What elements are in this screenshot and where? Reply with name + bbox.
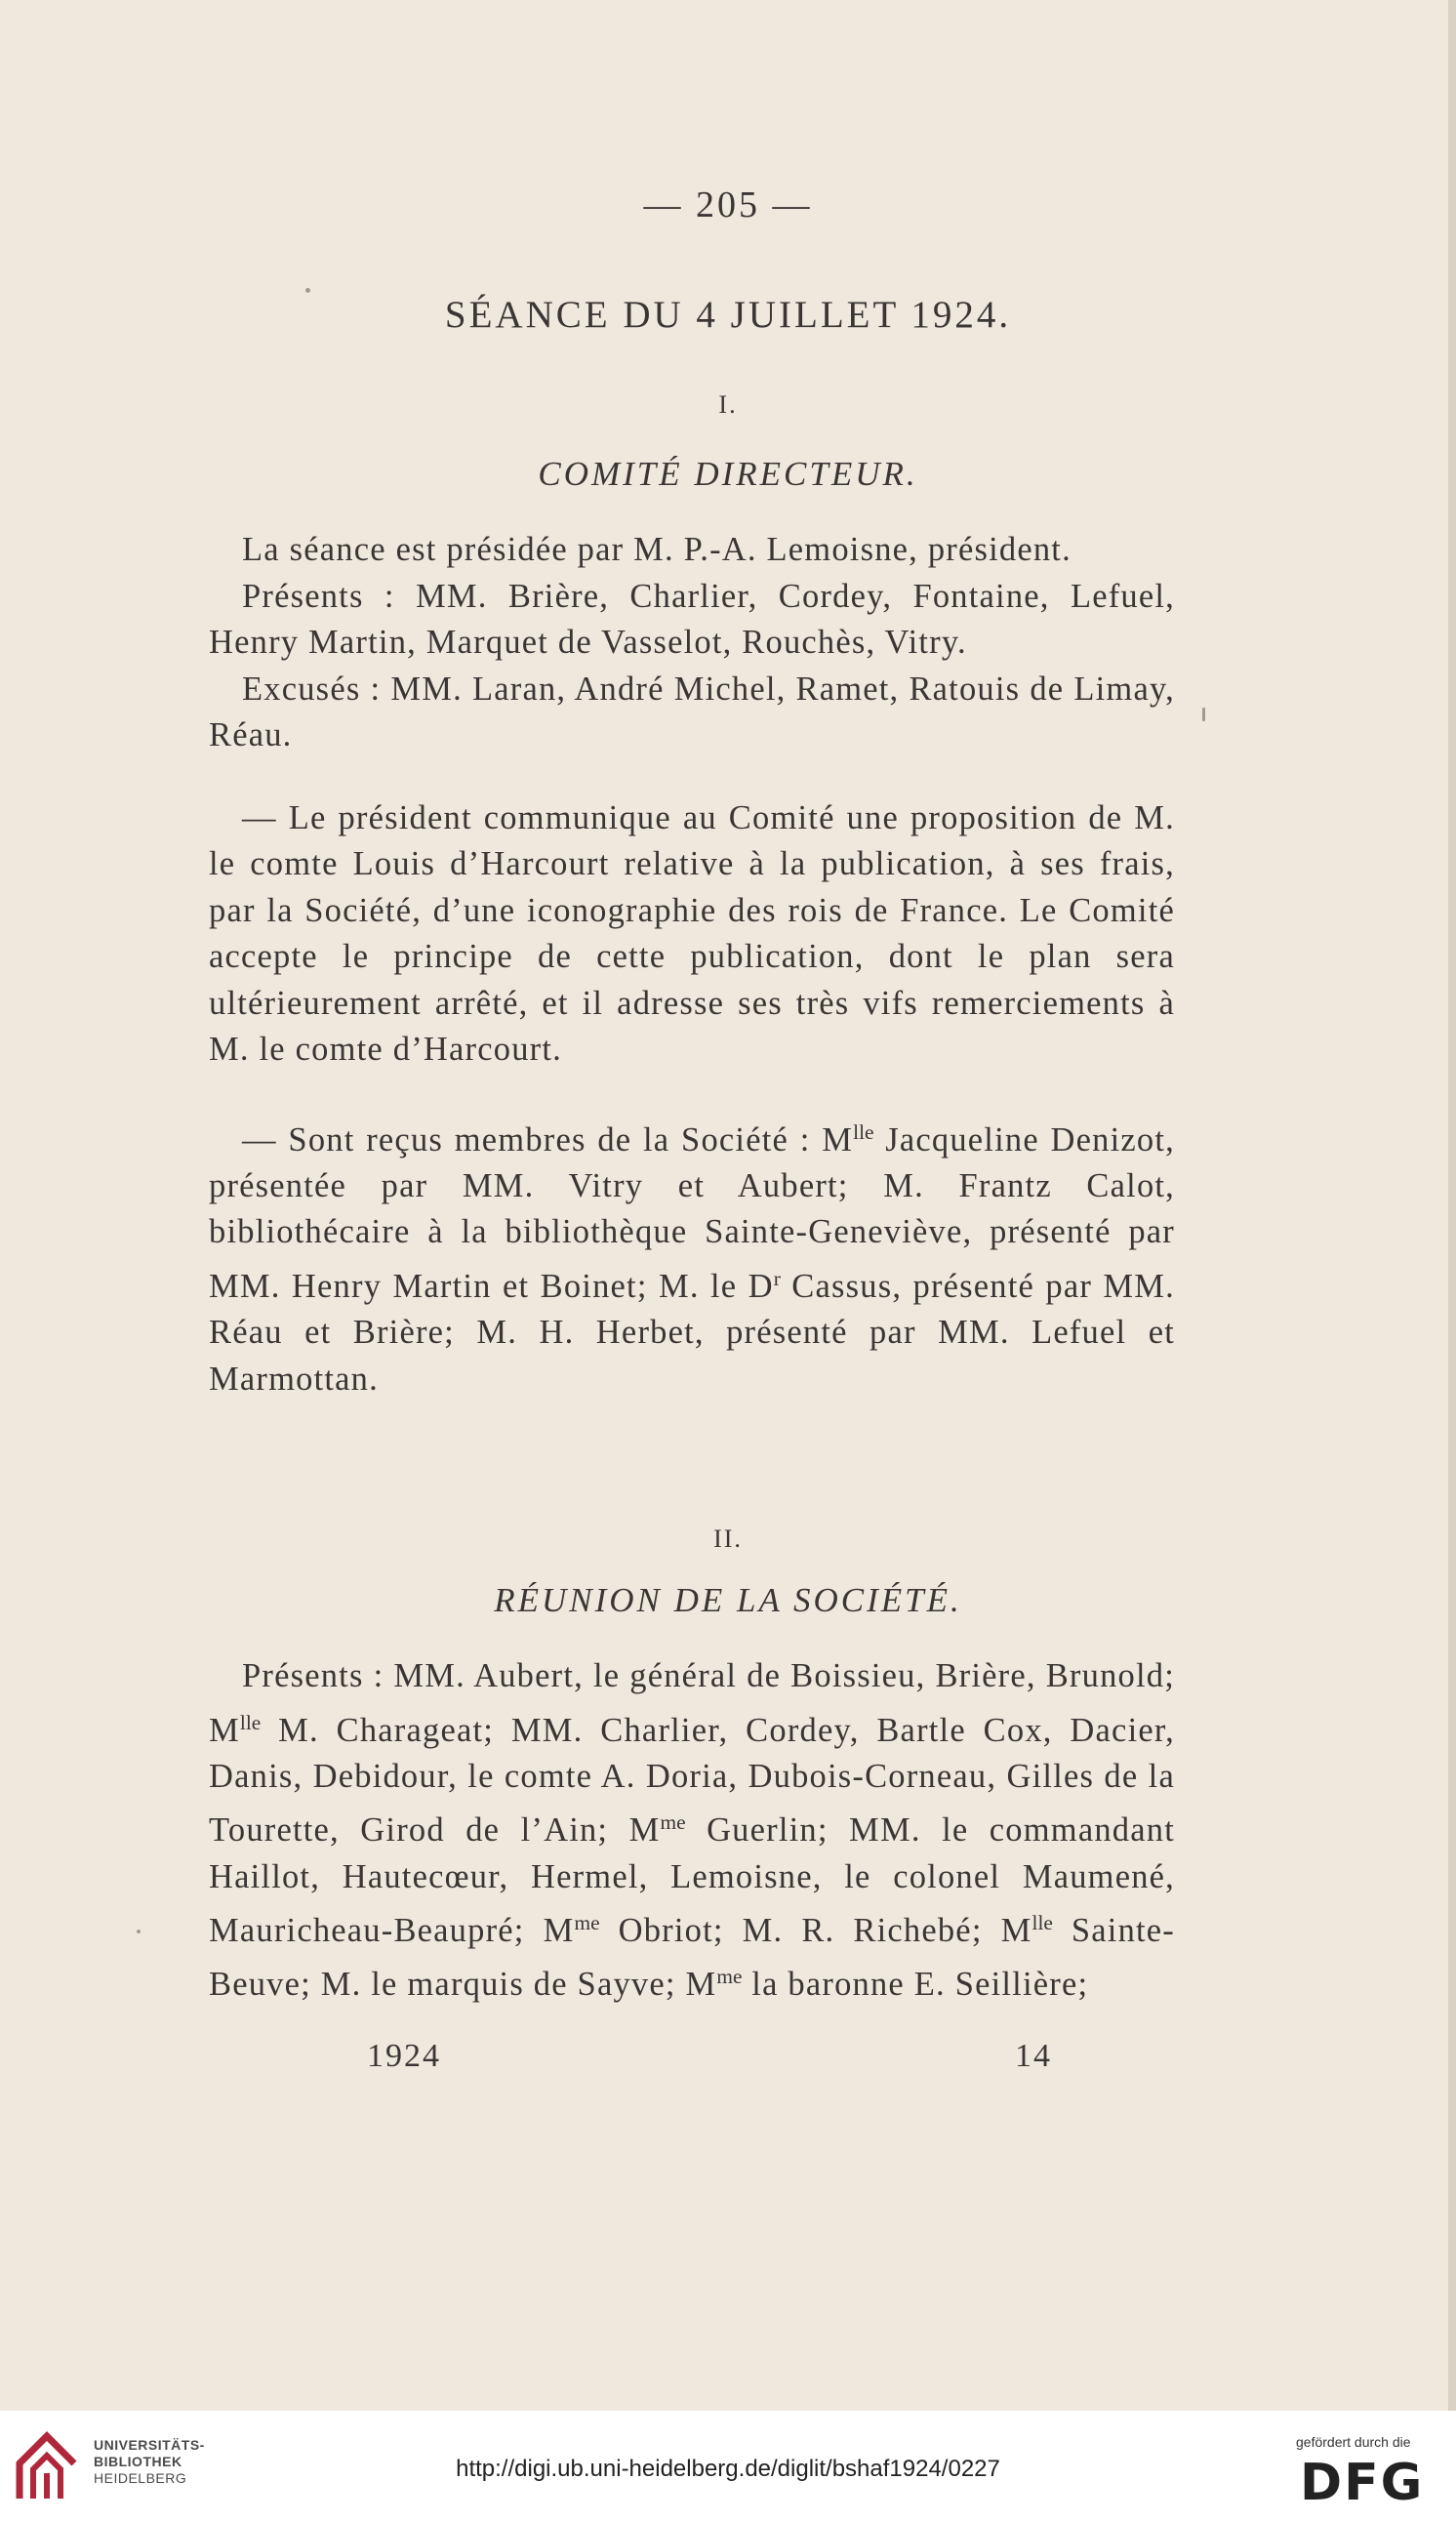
paragraph-presidence: La séance est présidée par M. P.-A. Lemoisne, président. (242, 531, 1072, 568)
section-numeral-2: II. (713, 1525, 743, 1553)
session-title: SÉANCE DU 4 JUILLET 1924. (444, 294, 1012, 336)
section-heading-comite: COMITÉ DIRECTEUR. (538, 455, 918, 493)
funding-label: gefördert durch die (1296, 2434, 1411, 2450)
signature-year: 1924 (367, 2038, 441, 2074)
section-1-body (209, 527, 1175, 1403)
library-name-line-2: BIBLIOTHEK (94, 2454, 182, 2469)
library-name-line-3: HEIDELBERG (94, 2470, 187, 2486)
permalink-url[interactable]: http://digi.ub.uni-heidelberg.de/diglit/bshaf1924/0227 (456, 2456, 1000, 2482)
page-edge (1448, 0, 1456, 2411)
signature-number: 14 (1015, 2038, 1052, 2074)
paper-speck (1202, 708, 1205, 721)
paragraph-presents: Présents : MM. Brière, Charlier, Cordey, Fontaine, Lefuel, Henry Martin, Marquet de Vasselot, Rouchès, Vitry. (209, 577, 1175, 661)
paragraph-presents-reunion: Présents : MM. Aubert, le général de Boissieu, Brière, Brunold; $M^{lle}$ M. Charageat; MM. Charlier, Cordey, Bartle Cox, Dacier, Danis, Debidour, le comte A. Doria, Dubois-Corneau, Gilles de la Tourette, Girod de l’Ain; $M^{me}$ Guerlin; MM. le commandant Haillot, Hautecœur, Hermel, Lemoisne, le colonel Maumené, Mauricheau-Beaupré; $M^{me}$ Obriot; M. R. Richebé; $M^{lle}$ Sainte-Beuve; M. le marquis de Sayve; $M^{me}$ la baronne E. Seillière; (209, 1657, 1176, 2003)
section-heading-reunion: RÉUNION DE LA SOCIÉTÉ. (494, 1581, 962, 1619)
library-name-line-1: UNIVERSITÄTS- (94, 2437, 205, 2453)
paragraph-proposition: — Le président communique au Comité une proposition de M. le comte Louis d’Harcourt relative à la publication, à ses frais, par la Société, d’une iconographie des rois de France. Le Comité accepte le principe de cette publication, dont le plan sera ultérieurement arrêté, et il adresse ses très vifs remerciements à M. le comte d’Harcourt. (209, 798, 1175, 1068)
paper-speck (137, 1930, 141, 1933)
section-2-body (209, 1653, 1175, 2009)
paragraph-excuses: Excusés : MM. Laran, André Michel, Ramet, Ratouis de Limay, Réau. (209, 670, 1175, 753)
paragraph-nouveaux-membres: — Sont reçus membres de la Société : $M^{lle}$ Jacqueline Denizot, présentée par MM. Vitry et Aubert; M. Frantz Calot, bibliothécaire à la bibliothèque Sainte-Geneviève, présenté par MM. Henry Martin et Boinet; M. le $D^r$ Cassus, présenté par MM. Réau et Brière; M. H. Herbet, présenté par MM. Lefuel et Marmottan. (209, 1119, 1175, 1398)
dfg-logo: DFG (1300, 2454, 1425, 2512)
digitization-footer (0, 2411, 1456, 2521)
page-number: — 205 — (643, 184, 813, 225)
section-numeral-1: I. (718, 390, 738, 419)
